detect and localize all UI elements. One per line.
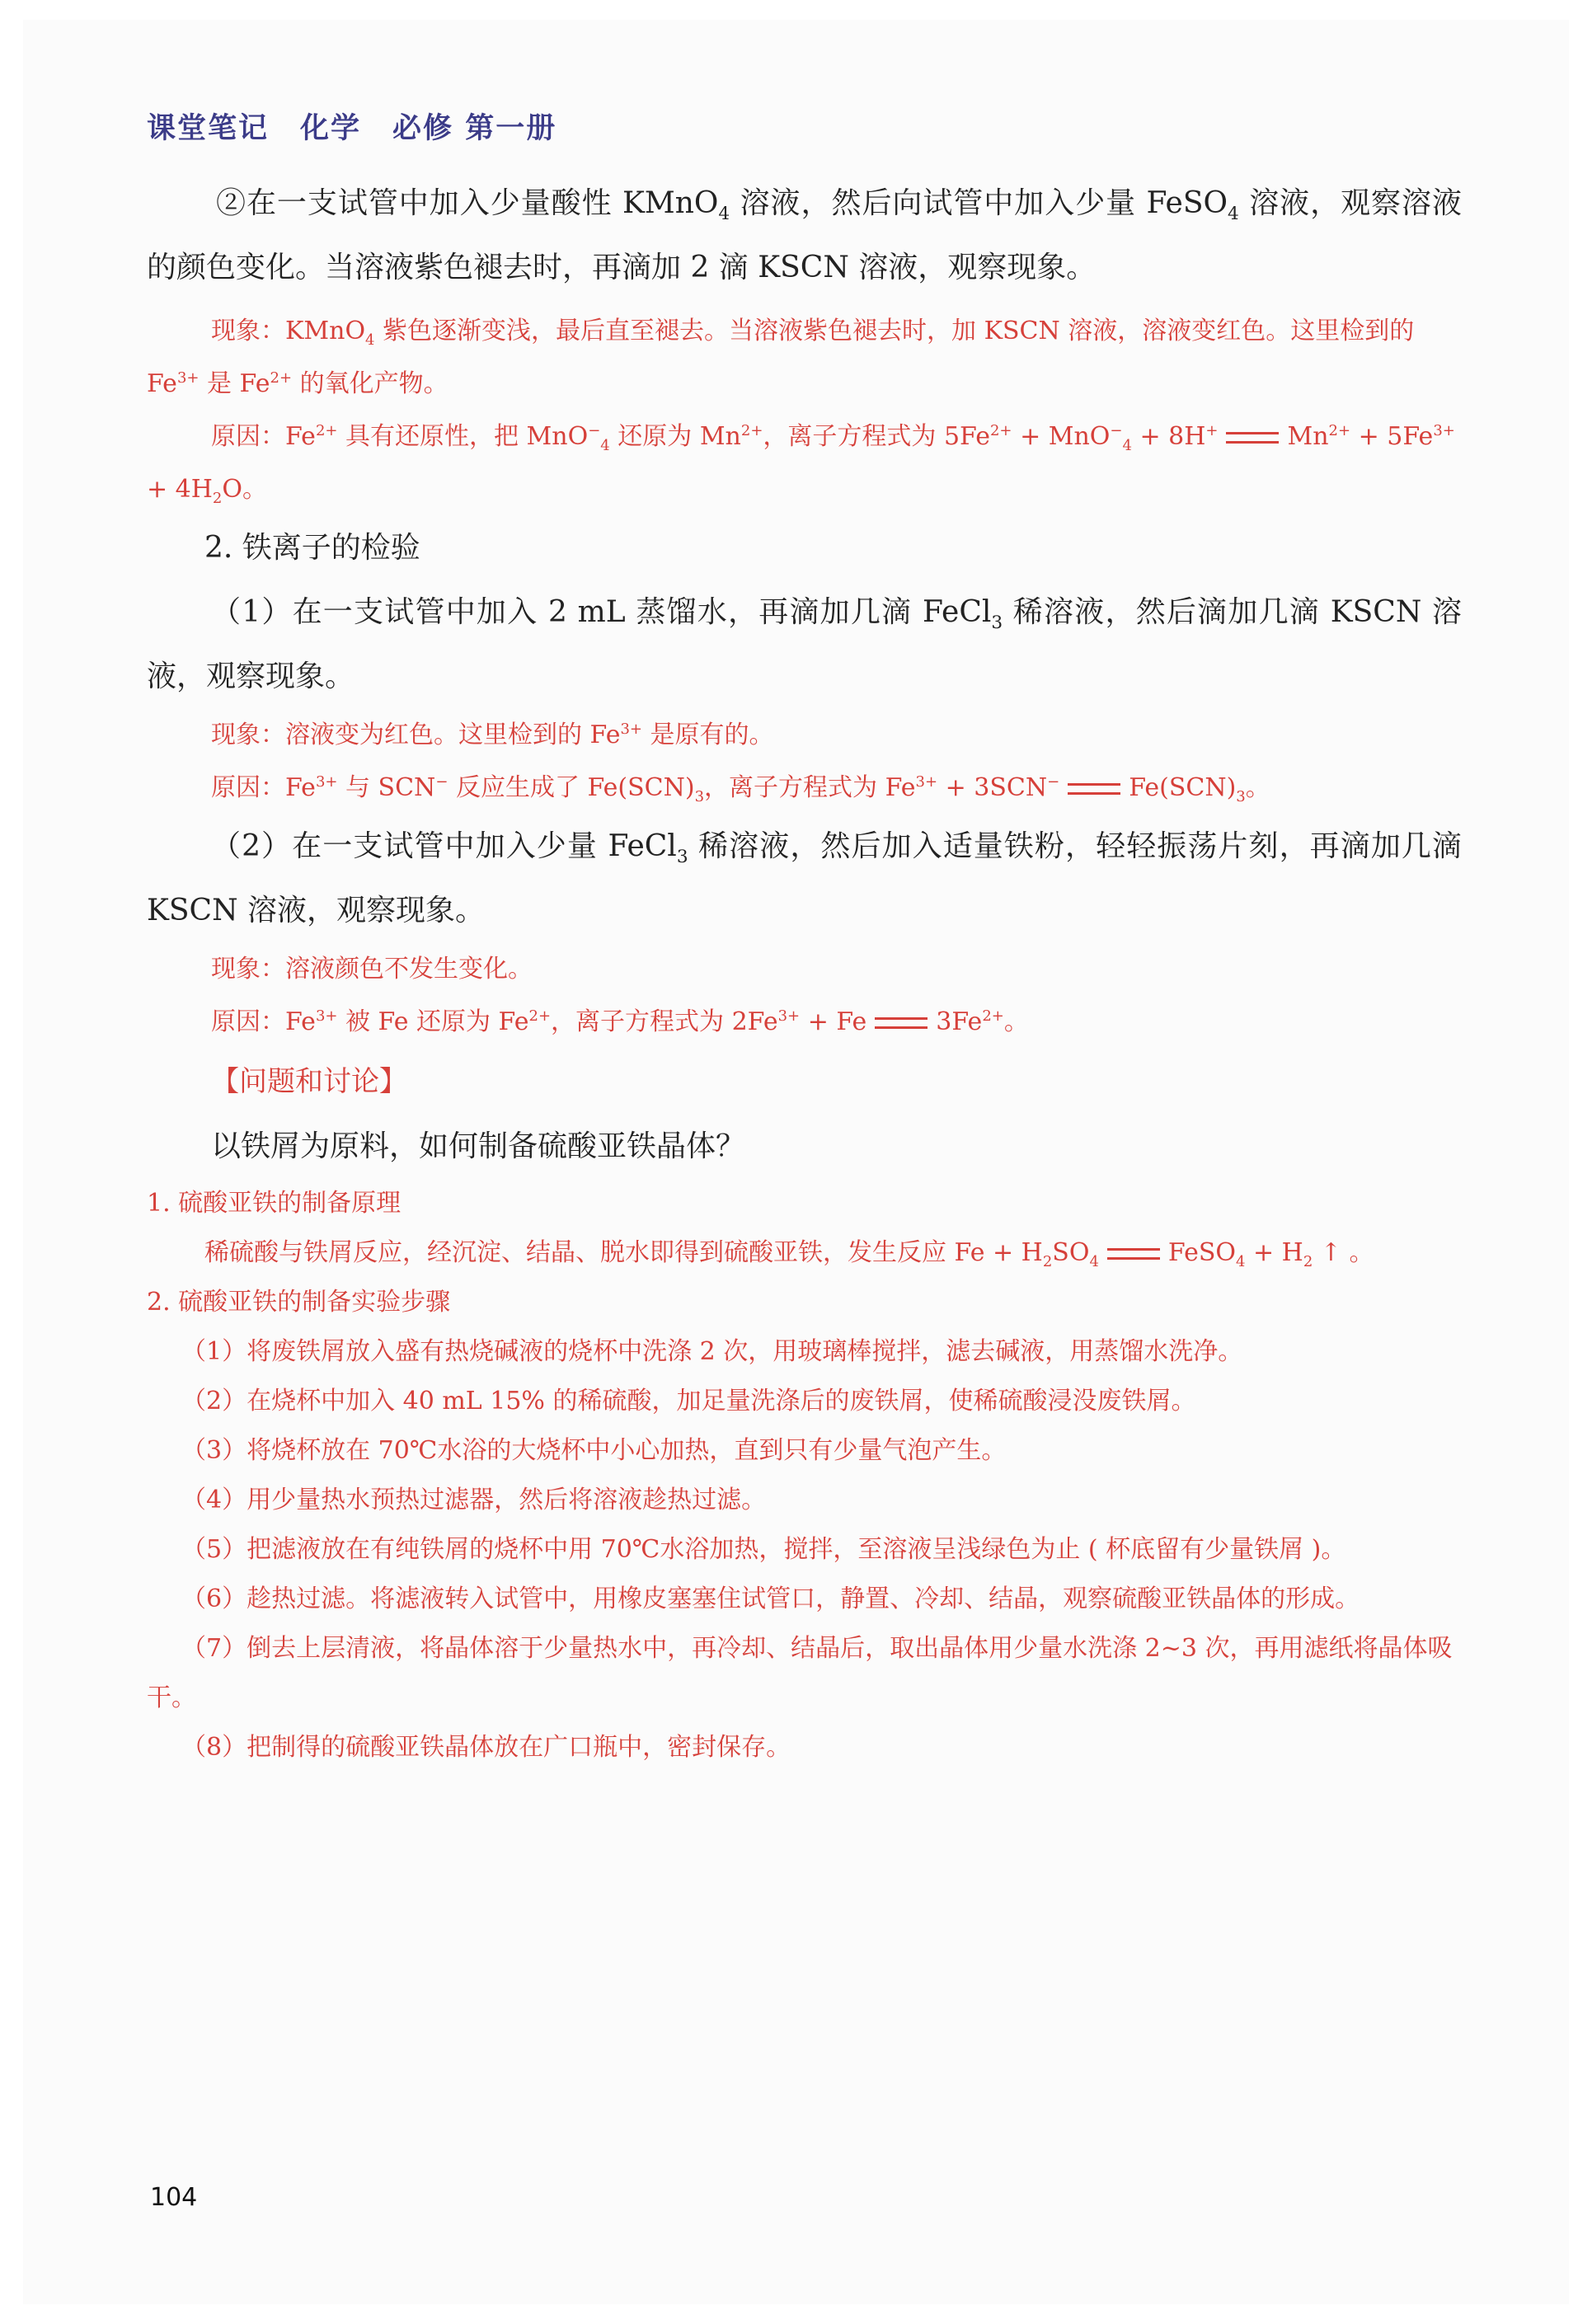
principle-text: 稀硫酸与铁屑反应，经沉淀、结晶、脱水即得到硫酸亚铁，发生反应 $Fe + H_2SO_4$ FeSO$_4$ + $H_2$ ↑ 。 <box>204 1238 1374 1270</box>
section-2-title: 2. 铁离子的检验 <box>204 531 420 565</box>
question-1: （1）在一支试管中加入 2 mL 蒸馏水，再滴加几滴 FeCl$_3$ 稀溶液，然后滴加几滴 KSCN 溶液，观察现象。 <box>147 595 1462 693</box>
equals-sign <box>1226 432 1279 444</box>
subject-title: 化学 <box>300 112 362 145</box>
book-title: 课堂笔记 <box>147 112 270 145</box>
experiment-2-reason: 原因：$Fe^{2+}$ 具有还原性，把 MnO−$_4$ 还原为 $Mn^{2+}$，离子方程式为 $5Fe^{2+} + MnO^-_4 + 8H^+$ $Mn^{2+} + 5Fe^{3+} + 4H_2O$。 <box>147 422 1455 507</box>
step-6: （6）趁热过滤。将滤液转入试管中，用橡皮塞塞住试管口，静置、冷却、结晶，观察硫酸亚铁晶体的形成。 <box>181 1585 1360 1613</box>
running-header <box>147 106 588 147</box>
equals-sign <box>1107 1248 1160 1260</box>
experiment-2-instruction: ②在一支试管中加入少量酸性 KMnO$_4$ 溶液，然后向试管中加入少量 FeSO$_4$ 溶液，观察溶液的颜色变化。当溶液紫色褪去时，再滴加 2 滴 KSCN 溶液，观察现象。 <box>147 186 1462 284</box>
equals-sign <box>875 1017 927 1029</box>
step-7: （7）倒去上层清液，将晶体溶于少量热水中，再冷却、结晶后，取出晶体用少量水洗涤 2~3 次，再用滤纸将晶体吸干。 <box>147 1634 1453 1712</box>
step-4: （4）用少量热水预热过滤器，然后将溶液趁热过滤。 <box>181 1486 767 1514</box>
content <box>147 171 1462 1772</box>
question-2-phenomenon: 现象：溶液颜色不发生变化。 <box>211 955 533 984</box>
discussion-heading: 【问题和讨论】 <box>211 1065 407 1098</box>
question-1-phenomenon: 现象：溶液变为红色。这里检到的 $Fe^{3+}$ 是原有的。 <box>211 721 774 749</box>
answer-block <box>147 1179 1462 1772</box>
step-1: （1）将废铁屑放入盛有热烧碱液的烧杯中洗涤 2 次，用玻璃棒搅拌，滤去碱液，用蒸馏水洗净。 <box>181 1337 1243 1366</box>
equals-sign <box>1068 783 1120 795</box>
page-number: 104 <box>150 2183 198 2212</box>
experiment-2-phenomenon: 现象：KMnO$_4$ 紫色逐渐变浅，最后直至褪去。当溶液紫色褪去时，加 KSCN 溶液，溶液变红色。这里检到的 $Fe^{3+}$ 是 $Fe^{2+}$ 的氧化产物。 <box>147 317 1415 398</box>
step-2: （2）在烧杯中加入 40 mL 15% 的稀硫酸，加足量洗涤后的废铁屑，使稀硫酸浸没废铁屑。 <box>181 1387 1196 1416</box>
discussion-question: 以铁屑为原料，如何制备硫酸亚铁晶体？ <box>211 1129 746 1163</box>
principle-title: 1. 硫酸亚铁的制备原理 <box>147 1189 402 1218</box>
question-1-reason: 原因：$Fe^{3+}$ 与 SCN− 反应生成了 $Fe(SCN)_3$，离子方程式为 $Fe^{3+} + 3SCN^-$ $Fe(SCN)_3$。 <box>211 773 1270 805</box>
question-2: （2）在一支试管中加入少量 FeCl$_3$ 稀溶液，然后加入适量铁粉，轻轻振荡片刻，再滴加几滴 KSCN 溶液，观察现象。 <box>147 829 1462 927</box>
question-2-reason: 原因：$Fe^{3+}$ 被 Fe 还原为 $Fe^{2+}$，离子方程式为 $2Fe^{3+} + Fe$ $3Fe^{2+}$。 <box>211 1007 1029 1036</box>
step-5: （5）把滤液放在有纯铁屑的烧杯中用 70℃水浴加热，搅拌，至溶液呈浅绿色为止 ( 杯底留有少量铁屑 )。 <box>181 1535 1346 1564</box>
steps-title: 2. 硫酸亚铁的制备实验步骤 <box>147 1288 451 1317</box>
volume-title: 必修 第一册 <box>392 112 557 145</box>
step-3: （3）将烧杯放在 70℃水浴的大烧杯中小心加热，直到只有少量气泡产生。 <box>181 1436 1007 1465</box>
step-8: （8）把制得的硫酸亚铁晶体放在广口瓶中，密封保存。 <box>181 1733 791 1762</box>
